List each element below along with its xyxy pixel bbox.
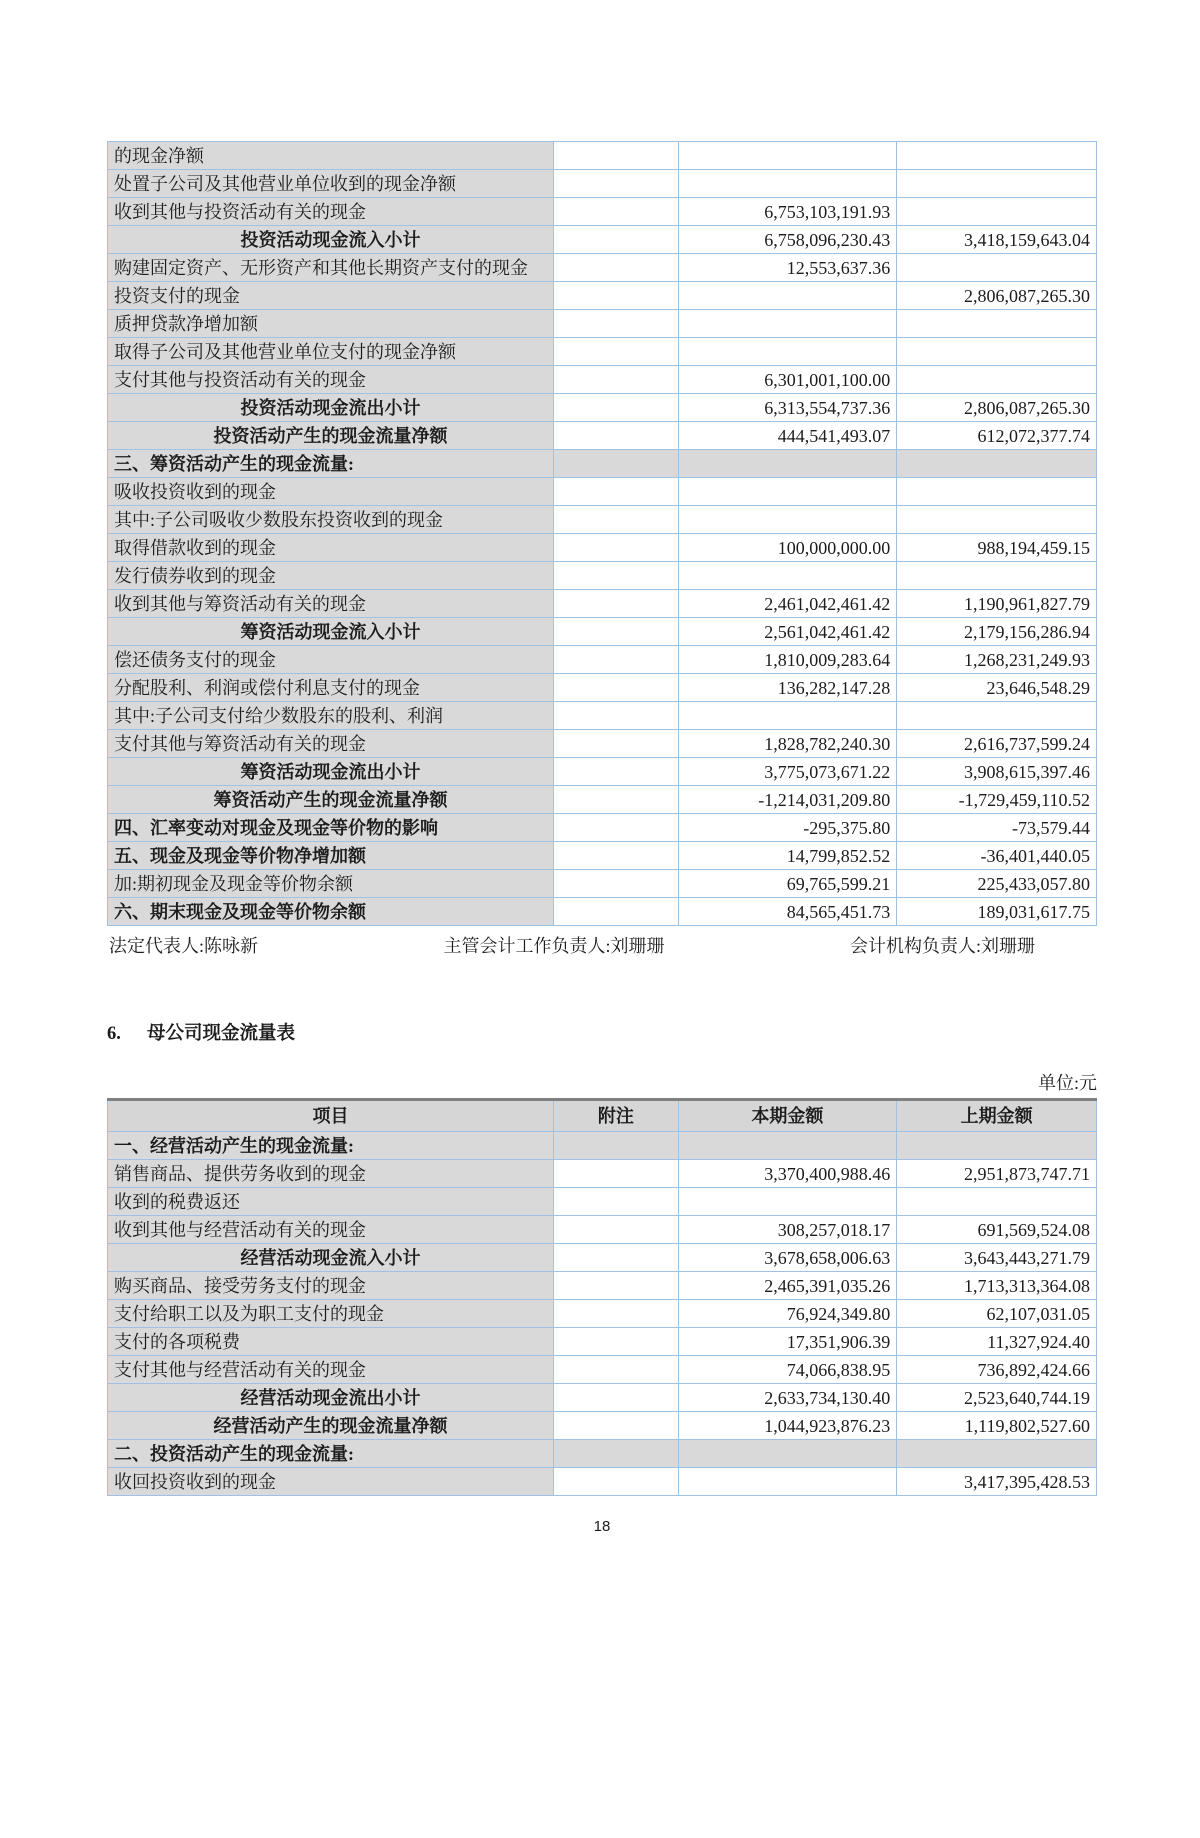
- row-item-label: 加:期初现金及现金等价物余额: [108, 870, 554, 898]
- row-current-amount: 6,313,554,737.36: [678, 394, 897, 422]
- row-note-cell: [554, 310, 679, 338]
- row-current-amount: 3,370,400,988.46: [678, 1160, 897, 1188]
- row-note-cell: [554, 450, 679, 478]
- parent-company-cash-flow-table-header: [108, 1100, 1097, 1132]
- row-current-amount: 1,044,923,876.23: [678, 1412, 897, 1440]
- legal-representative-name: 陈咏新: [204, 936, 259, 956]
- row-note-cell: [554, 870, 679, 898]
- row-prior-amount: 2,806,087,265.30: [897, 394, 1097, 422]
- row-item-label: 收到的税费返还: [108, 1188, 554, 1216]
- table-row: [108, 226, 1097, 254]
- table-row: [108, 1132, 1097, 1160]
- row-note-cell: [554, 758, 679, 786]
- header-row: [108, 1100, 1097, 1132]
- row-note-cell: [554, 842, 679, 870]
- header-note: 附注: [554, 1100, 679, 1132]
- row-item-label: 支付其他与投资活动有关的现金: [108, 366, 554, 394]
- row-note-cell: [554, 506, 679, 534]
- row-note-cell: [554, 730, 679, 758]
- row-current-amount: 69,765,599.21: [678, 870, 897, 898]
- row-note-cell: [554, 590, 679, 618]
- row-current-amount: 6,753,103,191.93: [678, 198, 897, 226]
- row-item-label: 取得借款收到的现金: [108, 534, 554, 562]
- row-current-amount: 2,633,734,130.40: [678, 1384, 897, 1412]
- row-current-amount: [678, 1132, 897, 1160]
- row-note-cell: [554, 338, 679, 366]
- row-prior-amount: 1,119,802,527.60: [897, 1412, 1097, 1440]
- row-note-cell: [554, 394, 679, 422]
- table-row: [108, 1468, 1097, 1496]
- legal-representative-signature: [109, 933, 258, 959]
- row-note-cell: [554, 254, 679, 282]
- section-title: 母公司现金流量表: [147, 1024, 296, 1044]
- table-row: [108, 1440, 1097, 1468]
- row-prior-amount: 225,433,057.80: [897, 870, 1097, 898]
- row-prior-amount: 23,646,548.29: [897, 674, 1097, 702]
- parent-company-cash-flow-table: [107, 1098, 1097, 1496]
- chief-accountant-name: 刘珊珊: [610, 936, 665, 956]
- financial-report-page: [0, 141, 1200, 1838]
- row-current-amount: [678, 282, 897, 310]
- accounting-department-head-label: 会计机构负责人:: [849, 936, 981, 956]
- chief-accountant-label: 主管会计工作负责人:: [443, 936, 611, 956]
- row-prior-amount: 3,908,615,397.46: [897, 758, 1097, 786]
- row-note-cell: [554, 1356, 679, 1384]
- row-item-label: 投资活动产生的现金流量净额: [108, 422, 554, 450]
- row-current-amount: [678, 478, 897, 506]
- table-row: [108, 1356, 1097, 1384]
- row-item-label: 二、投资活动产生的现金流量:: [108, 1440, 554, 1468]
- row-note-cell: [554, 1384, 679, 1412]
- row-current-amount: 1,828,782,240.30: [678, 730, 897, 758]
- row-prior-amount: 189,031,617.75: [897, 898, 1097, 926]
- row-item-label: 投资活动现金流出小计: [108, 394, 554, 422]
- row-prior-amount: [897, 562, 1097, 590]
- chief-accountant-signature: [443, 933, 664, 959]
- row-current-amount: 444,541,493.07: [678, 422, 897, 450]
- row-prior-amount: [897, 450, 1097, 478]
- accounting-department-head-signature: [850, 933, 1035, 959]
- table-row: [108, 1300, 1097, 1328]
- row-prior-amount: 2,616,737,599.24: [897, 730, 1097, 758]
- table-row: [108, 366, 1097, 394]
- row-item-label: 支付其他与筹资活动有关的现金: [108, 730, 554, 758]
- table-row: [108, 198, 1097, 226]
- row-current-amount: 84,565,451.73: [678, 898, 897, 926]
- header-item: 项目: [108, 1100, 554, 1132]
- table-row: [108, 142, 1097, 170]
- row-item-label: 购买商品、接受劳务支付的现金: [108, 1272, 554, 1300]
- table-row: [108, 1272, 1097, 1300]
- row-item-label: 经营活动产生的现金流量净额: [108, 1412, 554, 1440]
- row-current-amount: 136,282,147.28: [678, 674, 897, 702]
- page-content: [107, 141, 1097, 1535]
- table-row: [108, 618, 1097, 646]
- consolidated-cash-flow-table-continued: [107, 141, 1097, 926]
- row-note-cell: [554, 1160, 679, 1188]
- row-prior-amount: -36,401,440.05: [897, 842, 1097, 870]
- row-current-amount: 2,465,391,035.26: [678, 1272, 897, 1300]
- row-prior-amount: 1,268,231,249.93: [897, 646, 1097, 674]
- table-row: [108, 646, 1097, 674]
- row-note-cell: [554, 1244, 679, 1272]
- row-note-cell: [554, 702, 679, 730]
- table-row: [108, 1328, 1097, 1356]
- page-number: 18: [593, 1518, 611, 1535]
- table-row: [108, 338, 1097, 366]
- row-prior-amount: [897, 1132, 1097, 1160]
- row-prior-amount: [897, 310, 1097, 338]
- row-note-cell: [554, 478, 679, 506]
- row-prior-amount: [897, 478, 1097, 506]
- row-prior-amount: -1,729,459,110.52: [897, 786, 1097, 814]
- row-prior-amount: -73,579.44: [897, 814, 1097, 842]
- header-prior-period: 上期金额: [897, 1100, 1097, 1132]
- row-prior-amount: 2,179,156,286.94: [897, 618, 1097, 646]
- table-row: [108, 898, 1097, 926]
- row-item-label: 六、期末现金及现金等价物余额: [108, 898, 554, 926]
- row-current-amount: [678, 1468, 897, 1496]
- row-note-cell: [554, 366, 679, 394]
- row-current-amount: 2,561,042,461.42: [678, 618, 897, 646]
- row-item-label: 五、现金及现金等价物净增加额: [108, 842, 554, 870]
- row-item-label: 筹资活动现金流出小计: [108, 758, 554, 786]
- row-item-label: 三、筹资活动产生的现金流量:: [108, 450, 554, 478]
- row-current-amount: [678, 450, 897, 478]
- row-prior-amount: 988,194,459.15: [897, 534, 1097, 562]
- row-note-cell: [554, 1412, 679, 1440]
- row-prior-amount: [897, 142, 1097, 170]
- row-item-label: 投资支付的现金: [108, 282, 554, 310]
- row-item-label: 支付给职工以及为职工支付的现金: [108, 1300, 554, 1328]
- row-prior-amount: 2,523,640,744.19: [897, 1384, 1097, 1412]
- row-item-label: 四、汇率变动对现金及现金等价物的影响: [108, 814, 554, 842]
- row-current-amount: 2,461,042,461.42: [678, 590, 897, 618]
- table-row: [108, 674, 1097, 702]
- table-row: [108, 506, 1097, 534]
- row-current-amount: [678, 506, 897, 534]
- table-row: [108, 422, 1097, 450]
- row-current-amount: 12,553,637.36: [678, 254, 897, 282]
- row-note-cell: [554, 422, 679, 450]
- header-current-period: 本期金额: [678, 1100, 897, 1132]
- parent-company-cash-flow-table-body: [108, 1132, 1097, 1496]
- row-note-cell: [554, 282, 679, 310]
- row-current-amount: 14,799,852.52: [678, 842, 897, 870]
- table-row: [108, 842, 1097, 870]
- row-note-cell: [554, 618, 679, 646]
- table-row: [108, 450, 1097, 478]
- row-prior-amount: 11,327,924.40: [897, 1328, 1097, 1356]
- row-item-label: 投资活动现金流入小计: [108, 226, 554, 254]
- row-current-amount: [678, 142, 897, 170]
- row-note-cell: [554, 1188, 679, 1216]
- row-item-label: 质押贷款净增加额: [108, 310, 554, 338]
- row-item-label: 收到其他与投资活动有关的现金: [108, 198, 554, 226]
- table-row: [108, 1384, 1097, 1412]
- row-item-label: 收到其他与经营活动有关的现金: [108, 1216, 554, 1244]
- row-note-cell: [554, 562, 679, 590]
- row-prior-amount: 1,190,961,827.79: [897, 590, 1097, 618]
- table-row: [108, 1188, 1097, 1216]
- row-item-label: 偿还债务支付的现金: [108, 646, 554, 674]
- row-item-label: 支付其他与经营活动有关的现金: [108, 1356, 554, 1384]
- row-current-amount: 3,775,073,671.22: [678, 758, 897, 786]
- row-item-label: 一、经营活动产生的现金流量:: [108, 1132, 554, 1160]
- row-current-amount: 17,351,906.39: [678, 1328, 897, 1356]
- row-current-amount: [678, 170, 897, 198]
- row-item-label: 收回投资收到的现金: [108, 1468, 554, 1496]
- table-row: [108, 870, 1097, 898]
- row-prior-amount: [897, 254, 1097, 282]
- table-row: [108, 1244, 1097, 1272]
- table-row: [108, 282, 1097, 310]
- table-row: [108, 758, 1097, 786]
- row-note-cell: [554, 170, 679, 198]
- row-prior-amount: [897, 170, 1097, 198]
- row-note-cell: [554, 674, 679, 702]
- table-row: [108, 814, 1097, 842]
- table-row: [108, 590, 1097, 618]
- table-row: [108, 394, 1097, 422]
- row-note-cell: [554, 1328, 679, 1356]
- table-row: [108, 478, 1097, 506]
- row-note-cell: [554, 1272, 679, 1300]
- row-note-cell: [554, 1468, 679, 1496]
- row-note-cell: [554, 646, 679, 674]
- row-prior-amount: 3,417,395,428.53: [897, 1468, 1097, 1496]
- legal-representative-label: 法定代表人:: [109, 936, 205, 956]
- table-row: [108, 254, 1097, 282]
- row-current-amount: [678, 702, 897, 730]
- row-prior-amount: 3,418,159,643.04: [897, 226, 1097, 254]
- row-item-label: 经营活动现金流出小计: [108, 1384, 554, 1412]
- row-note-cell: [554, 1132, 679, 1160]
- row-current-amount: -1,214,031,209.80: [678, 786, 897, 814]
- row-item-label: 收到其他与筹资活动有关的现金: [108, 590, 554, 618]
- row-item-label: 支付的各项税费: [108, 1328, 554, 1356]
- row-note-cell: [554, 1440, 679, 1468]
- row-current-amount: 3,678,658,006.63: [678, 1244, 897, 1272]
- table-row: [108, 786, 1097, 814]
- unit-label: 单位:元: [1037, 1073, 1097, 1093]
- signature-line: [107, 926, 1097, 959]
- row-prior-amount: 2,806,087,265.30: [897, 282, 1097, 310]
- row-prior-amount: [897, 702, 1097, 730]
- row-prior-amount: 3,643,443,271.79: [897, 1244, 1097, 1272]
- table-row: [108, 730, 1097, 758]
- row-current-amount: 6,758,096,230.43: [678, 226, 897, 254]
- table-row: [108, 562, 1097, 590]
- table-row: [108, 1412, 1097, 1440]
- row-prior-amount: [897, 1440, 1097, 1468]
- row-prior-amount: 62,107,031.05: [897, 1300, 1097, 1328]
- section-heading: [107, 1021, 1097, 1047]
- row-prior-amount: 1,713,313,364.08: [897, 1272, 1097, 1300]
- row-current-amount: 100,000,000.00: [678, 534, 897, 562]
- row-item-label: 经营活动现金流入小计: [108, 1244, 554, 1272]
- row-current-amount: [678, 1440, 897, 1468]
- row-note-cell: [554, 786, 679, 814]
- row-prior-amount: [897, 338, 1097, 366]
- row-current-amount: [678, 310, 897, 338]
- row-current-amount: [678, 338, 897, 366]
- consolidated-cash-flow-table-body: [108, 142, 1097, 926]
- row-current-amount: -295,375.80: [678, 814, 897, 842]
- row-note-cell: [554, 1300, 679, 1328]
- row-item-label: 吸收投资收到的现金: [108, 478, 554, 506]
- row-item-label: 销售商品、提供劳务收到的现金: [108, 1160, 554, 1188]
- row-item-label: 分配股利、利润或偿付利息支付的现金: [108, 674, 554, 702]
- row-current-amount: 1,810,009,283.64: [678, 646, 897, 674]
- table-row: [108, 1160, 1097, 1188]
- row-item-label: 取得子公司及其他营业单位支付的现金净额: [108, 338, 554, 366]
- row-prior-amount: [897, 366, 1097, 394]
- row-note-cell: [554, 1216, 679, 1244]
- row-item-label: 购建固定资产、无形资产和其他长期资产支付的现金: [108, 254, 554, 282]
- row-note-cell: [554, 814, 679, 842]
- row-current-amount: 308,257,018.17: [678, 1216, 897, 1244]
- row-prior-amount: 736,892,424.66: [897, 1356, 1097, 1384]
- section-number: 6.: [107, 1024, 121, 1044]
- row-item-label: 筹资活动现金流入小计: [108, 618, 554, 646]
- row-item-label: 处置子公司及其他营业单位收到的现金净额: [108, 170, 554, 198]
- row-current-amount: [678, 562, 897, 590]
- row-note-cell: [554, 534, 679, 562]
- row-note-cell: [554, 198, 679, 226]
- row-item-label: 的现金净额: [108, 142, 554, 170]
- row-prior-amount: [897, 506, 1097, 534]
- row-prior-amount: [897, 1188, 1097, 1216]
- row-note-cell: [554, 142, 679, 170]
- row-item-label: 其中:子公司支付给少数股东的股利、利润: [108, 702, 554, 730]
- row-item-label: 筹资活动产生的现金流量净额: [108, 786, 554, 814]
- accounting-department-head-name: 刘珊珊: [980, 936, 1035, 956]
- row-prior-amount: 691,569,524.08: [897, 1216, 1097, 1244]
- table-row: [108, 310, 1097, 338]
- row-current-amount: 74,066,838.95: [678, 1356, 897, 1384]
- row-current-amount: 6,301,001,100.00: [678, 366, 897, 394]
- row-prior-amount: [897, 198, 1097, 226]
- row-current-amount: 76,924,349.80: [678, 1300, 897, 1328]
- row-prior-amount: 612,072,377.74: [897, 422, 1097, 450]
- table-row: [108, 702, 1097, 730]
- row-prior-amount: 2,951,873,747.71: [897, 1160, 1097, 1188]
- row-note-cell: [554, 226, 679, 254]
- row-note-cell: [554, 898, 679, 926]
- row-item-label: 其中:子公司吸收少数股东投资收到的现金: [108, 506, 554, 534]
- table-row: [108, 534, 1097, 562]
- table-row: [108, 170, 1097, 198]
- table-row: [108, 1216, 1097, 1244]
- row-current-amount: [678, 1188, 897, 1216]
- row-item-label: 发行债券收到的现金: [108, 562, 554, 590]
